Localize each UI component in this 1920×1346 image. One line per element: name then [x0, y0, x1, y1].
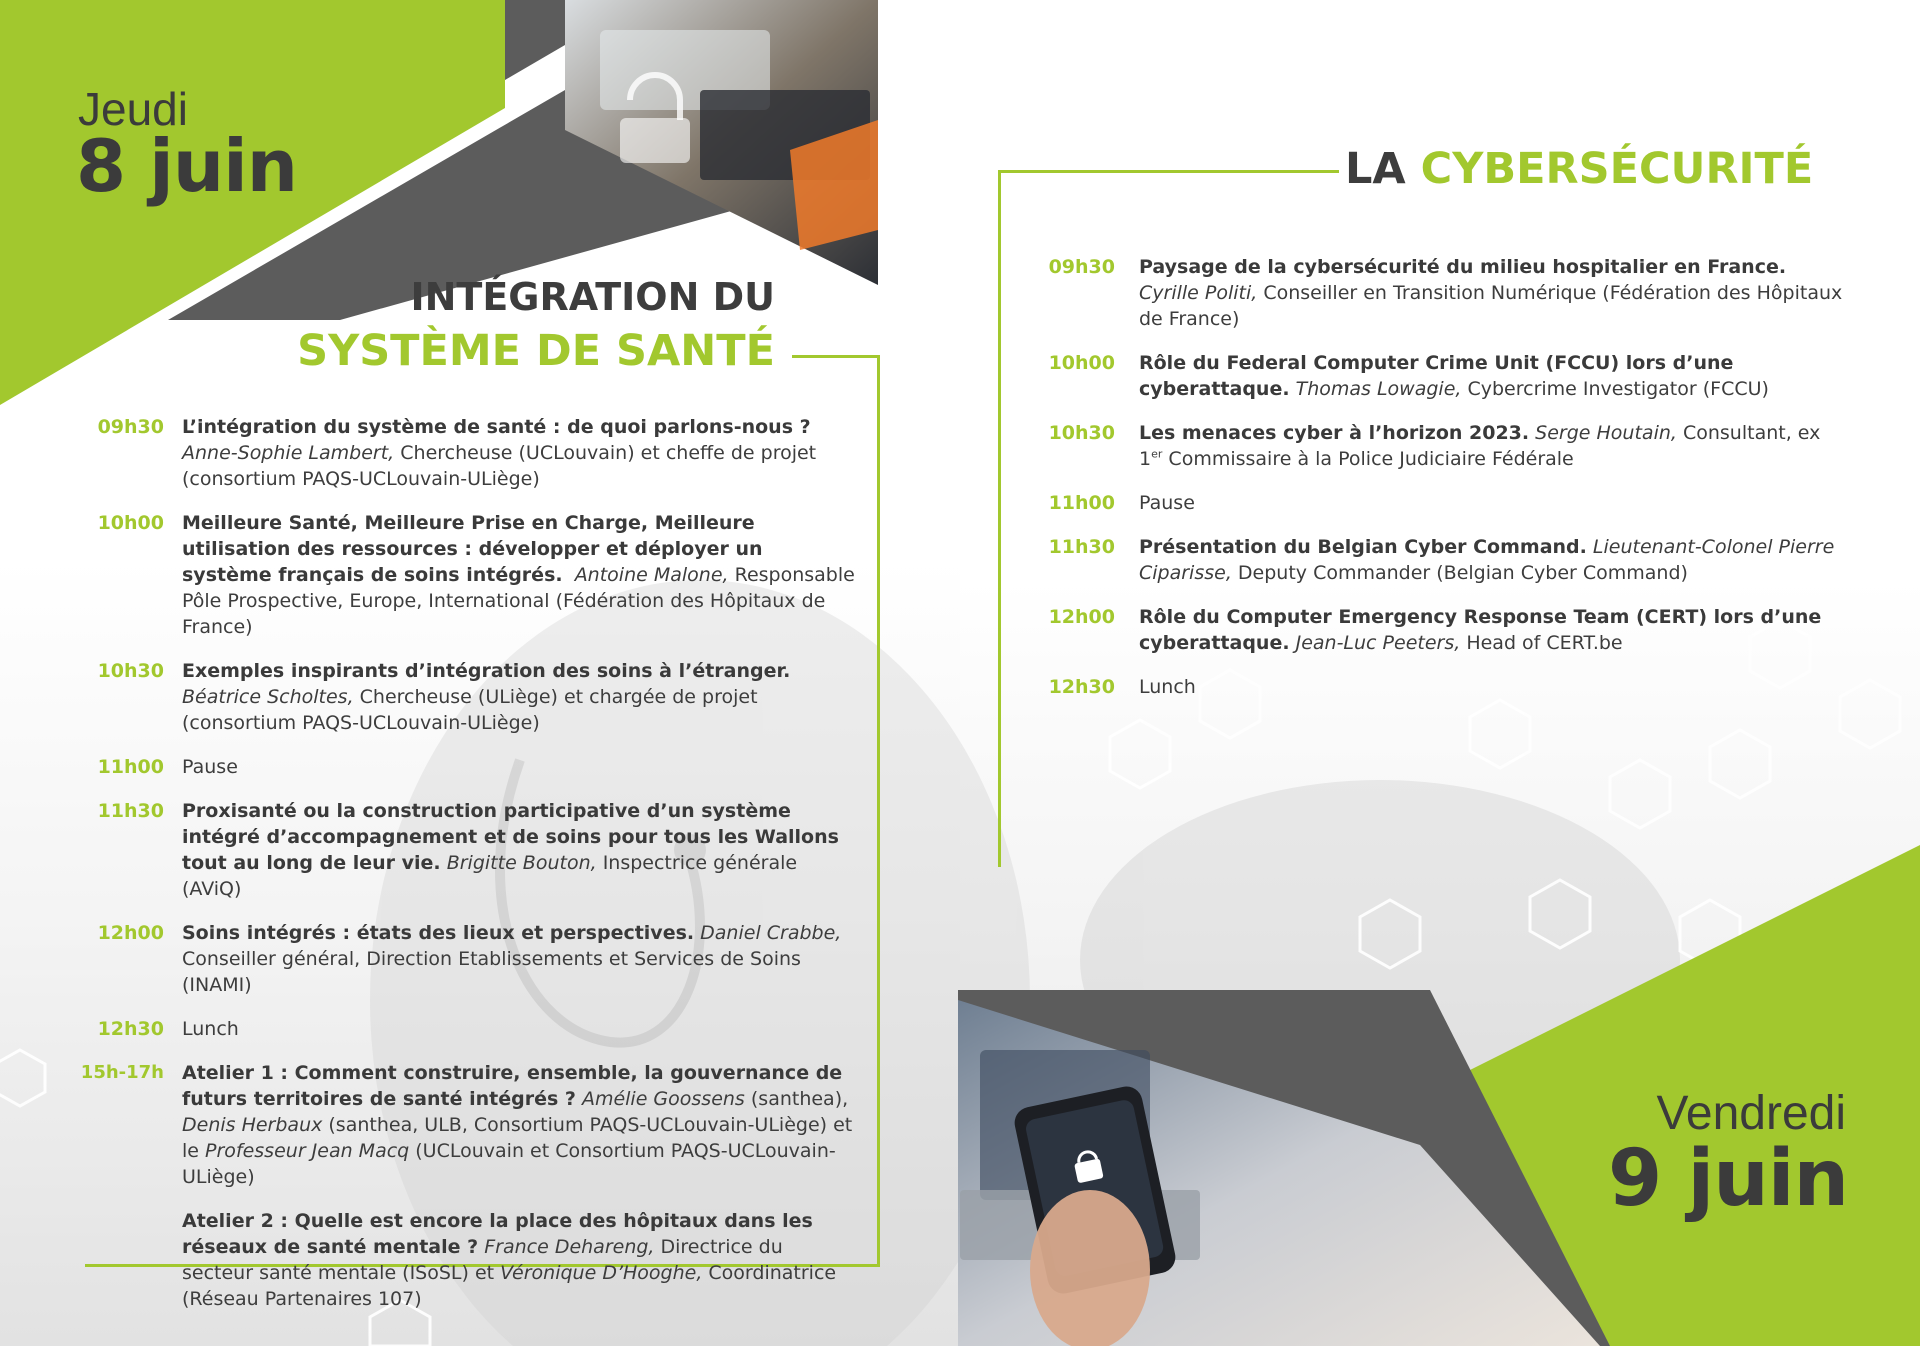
programme-item-atelier-1: [72, 1060, 857, 1190]
time-label: 09h30: [1048, 256, 1115, 278]
item-text: Paysage de la cybersécurité du milieu hospitalier en France. Cyrille Politi, Conseiller en Transition Numérique (Fédération des Hôpitaux de France): [1139, 256, 1843, 330]
left-day-date: 8 juin: [76, 124, 298, 208]
programme-item-atelier-2: [72, 1208, 857, 1312]
time-label: 12h30: [97, 1018, 164, 1040]
item-text: Soins intégrés : états des lieux et perspectives. Daniel Crabbe, Conseiller général, Direction Etablissements et Services de Soins (INAMI): [182, 922, 842, 996]
time-label: 10h30: [1048, 422, 1115, 444]
programme-item: [72, 1016, 857, 1042]
programme-item: [72, 658, 857, 736]
item-text: Exemples inspirants d’intégration des soins à l’étranger. Béatrice Scholtes, Chercheuse (ULiège) et chargée de projet (consortium PAQS-UCLouvain-ULiège): [182, 660, 791, 734]
programme-item: [1025, 674, 1845, 700]
item-text: Lunch: [1139, 676, 1196, 698]
item-text: Lunch: [182, 1018, 239, 1040]
right-day-date: 9 juin: [1608, 1134, 1848, 1224]
time-label-empty: [72, 1208, 182, 1312]
item-text: Rôle du Federal Computer Crime Unit (FCCU) lors d’une cyberattaque. Thomas Lowagie, Cybercrime Investigator (FCCU): [1139, 352, 1769, 400]
left-day-label: Jeudi: [78, 83, 188, 135]
programme-item: [72, 414, 857, 492]
programme-item: [72, 510, 857, 640]
programme-item: [72, 798, 857, 902]
time-label: 09h30: [97, 416, 164, 438]
item-text: Meilleure Santé, Meilleure Prise en Charge, Meilleure utilisation des ressources : développer et déployer un système français de soins intégrés. Antoine Malone, Responsable Pôle Prospective, Europe, International (Fédération des Hôpitaux de France): [182, 512, 855, 638]
time-label: 12h30: [1048, 676, 1115, 698]
item-text: Présentation du Belgian Cyber Command. Lieutenant-Colonel Pierre Ciparisse, Deputy Commander (Belgian Cyber Command): [1139, 536, 1835, 584]
time-label: 10h00: [97, 512, 164, 534]
left-title-line2: SYSTÈME DE SANTÉ: [297, 326, 775, 376]
programme-item: [1025, 254, 1845, 332]
right-day-label: Vendredi: [1656, 1087, 1846, 1140]
programme-item: [1025, 350, 1845, 402]
right-programme: [1025, 254, 1845, 718]
programme-item: [72, 920, 857, 998]
top-left-gray-sliver: [505, 0, 565, 80]
item-text: Atelier 2 : Quelle est encore la place des hôpitaux dans les réseaux de santé mentale ? France Dehareng, Directrice du secteur santé mentale (ISoSL) et Véronique D’Hooghe, Coordinatrice (Réseau Partenaires 107): [182, 1210, 837, 1310]
left-title-line1: INTÉGRATION DU: [410, 275, 775, 319]
right-title: LA CYBERSÉCURITÉ: [1345, 144, 1814, 194]
item-text: Rôle du Computer Emergency Response Team (CERT) lors d’une cyberattaque. Jean-Luc Peeters, Head of CERT.be: [1139, 606, 1822, 654]
time-label: 12h00: [97, 922, 164, 944]
left-programme: [72, 414, 857, 1330]
time-label: 10h00: [1048, 352, 1115, 374]
item-text: L’intégration du système de santé : de quoi parlons-nous ? Anne-Sophie Lambert, Chercheuse (UCLouvain) et cheffe de projet (consortium PAQS-UCLouvain-ULiège): [182, 416, 817, 490]
time-label: 11h00: [97, 756, 164, 778]
item-text: Pause: [182, 756, 238, 778]
item-text: Les menaces cyber à l’horizon 2023. Serge Houtain, Consultant, ex 1er Commissaire à la Police Judiciaire Fédérale: [1139, 422, 1821, 470]
time-label: 10h30: [97, 660, 164, 682]
programme-item: [72, 754, 857, 780]
programme-item: [1025, 604, 1845, 656]
programme-item: [1025, 490, 1845, 516]
item-text: Atelier 1 : Comment construire, ensemble, la gouvernance de futurs territoires de santé intégrés ? Amélie Goossens (santhea), Denis Herbaux (santhea, ULB, Consortium PAQS-UCLouvain-ULiège) et le Professeur Jean Macq (UCLouvain et Consortium PAQS-UCLouvain-ULiège): [182, 1062, 853, 1188]
programme-item: [1025, 420, 1845, 472]
programme-item: [1025, 534, 1845, 586]
time-label: 15h-17h: [80, 1062, 164, 1083]
time-label: 12h00: [1048, 606, 1115, 628]
time-label: 11h30: [97, 800, 164, 822]
left-frame-top-line: [792, 355, 880, 358]
item-text: Proxisanté ou la construction participative d’un système intégré d’accompagnement et de soins pour tous les Wallons tout au long de leur vie. Brigitte Bouton, Inspectrice générale (AViQ): [182, 800, 839, 900]
item-text: Pause: [1139, 492, 1195, 514]
time-label: 11h30: [1048, 536, 1115, 558]
time-label: 11h00: [1048, 492, 1115, 514]
